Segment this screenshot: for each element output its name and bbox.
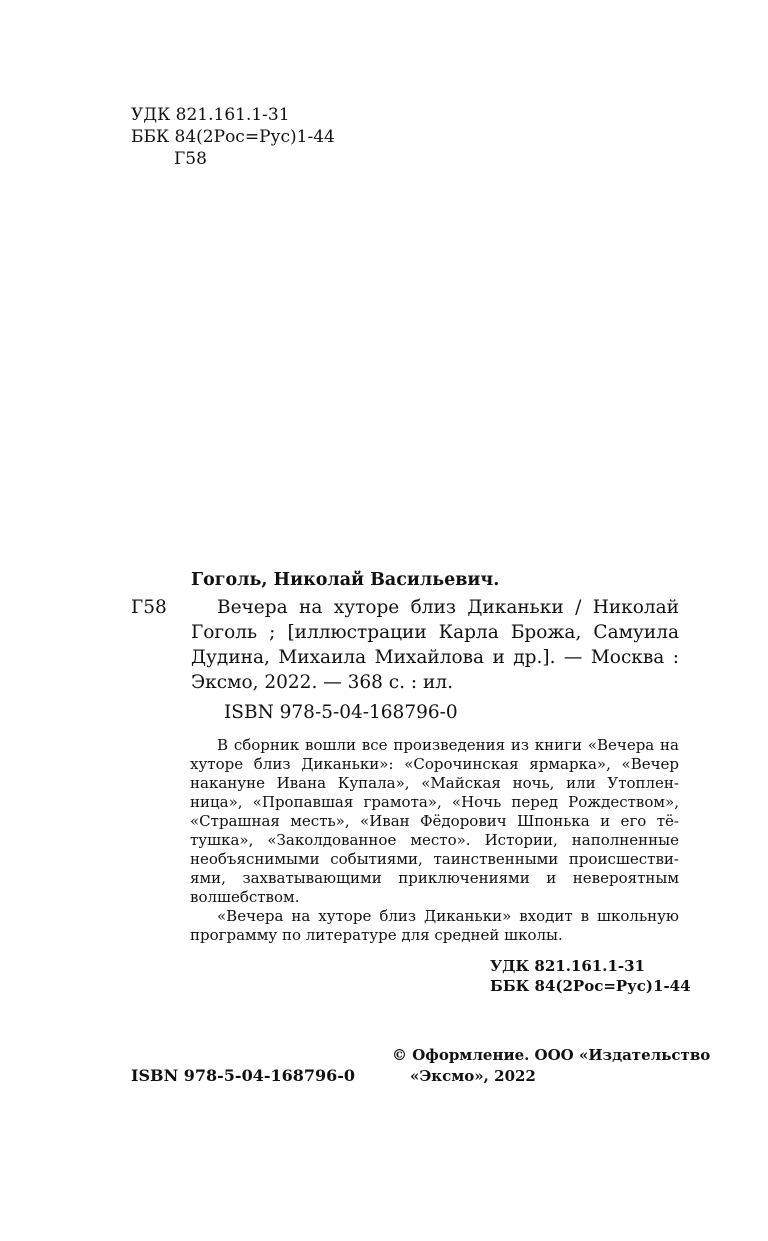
copyright-line-2: «Эксмо», 2022	[410, 1067, 536, 1085]
annotation-line-8: ями, захватывающими приключениями и невероятным	[190, 869, 679, 887]
annotation-line-3: накануне Ивана Купала», «Майская ночь, или Утоплен-	[190, 774, 679, 792]
author-sign: Г58	[174, 149, 207, 169]
footer-udk-code: УДК 821.161.1-31	[490, 957, 645, 975]
catalog-isbn: ISBN 978-5-04-168796-0	[224, 702, 458, 723]
bbk-code: ББК 84(2Рос=Рус)1-44	[131, 127, 335, 147]
annotation-line-1: В сборник вошли все произведения из книги «Вечера на	[217, 736, 679, 754]
catalog-line-2: Гоголь ; [иллюстрации Карла Брожа, Самуила	[191, 622, 679, 643]
udk-code: УДК 821.161.1-31	[131, 105, 290, 125]
annotation-line-6: тушка», «Заколдованное место». Истории, наполненные	[190, 831, 679, 849]
footer-bbk-code: ББК 84(2Рос=Рус)1-44	[490, 977, 691, 995]
annotation-line-2: хуторе близ Диканьки»: «Сорочинская ярмарка», «Вечер	[190, 755, 679, 773]
catalog-code: Г58	[131, 597, 167, 618]
annotation-line-9: волшебством.	[190, 888, 300, 906]
catalog-line-1: Вечера на хуторе близ Диканьки / Николай	[217, 597, 679, 618]
annotation-line-7: необъяснимыми событиями, таинственными происшестви-	[190, 850, 679, 868]
copyright-line-1: © Оформление. ООО «Издательство	[392, 1046, 711, 1064]
annotation-line-10: «Вечера на хуторе близ Диканьки» входит в школьную	[217, 907, 679, 925]
annotation-line-4: ница», «Пропавшая грамота», «Ночь перед Рождеством»,	[190, 793, 679, 811]
bottom-isbn: ISBN 978-5-04-168796-0	[131, 1066, 356, 1085]
annotation-line-11: программу по литературе для средней школы.	[190, 926, 563, 944]
annotation-line-5: «Страшная месть», «Иван Фёдорович Шпонька и его тё-	[190, 812, 679, 830]
catalog-author: Гоголь, Николай Васильевич.	[191, 570, 500, 590]
catalog-line-3: Дудина, Михаила Михайлова и др.]. — Москва :	[191, 647, 679, 668]
catalog-line-4: Эксмо, 2022. — 368 с. : ил.	[191, 672, 453, 693]
